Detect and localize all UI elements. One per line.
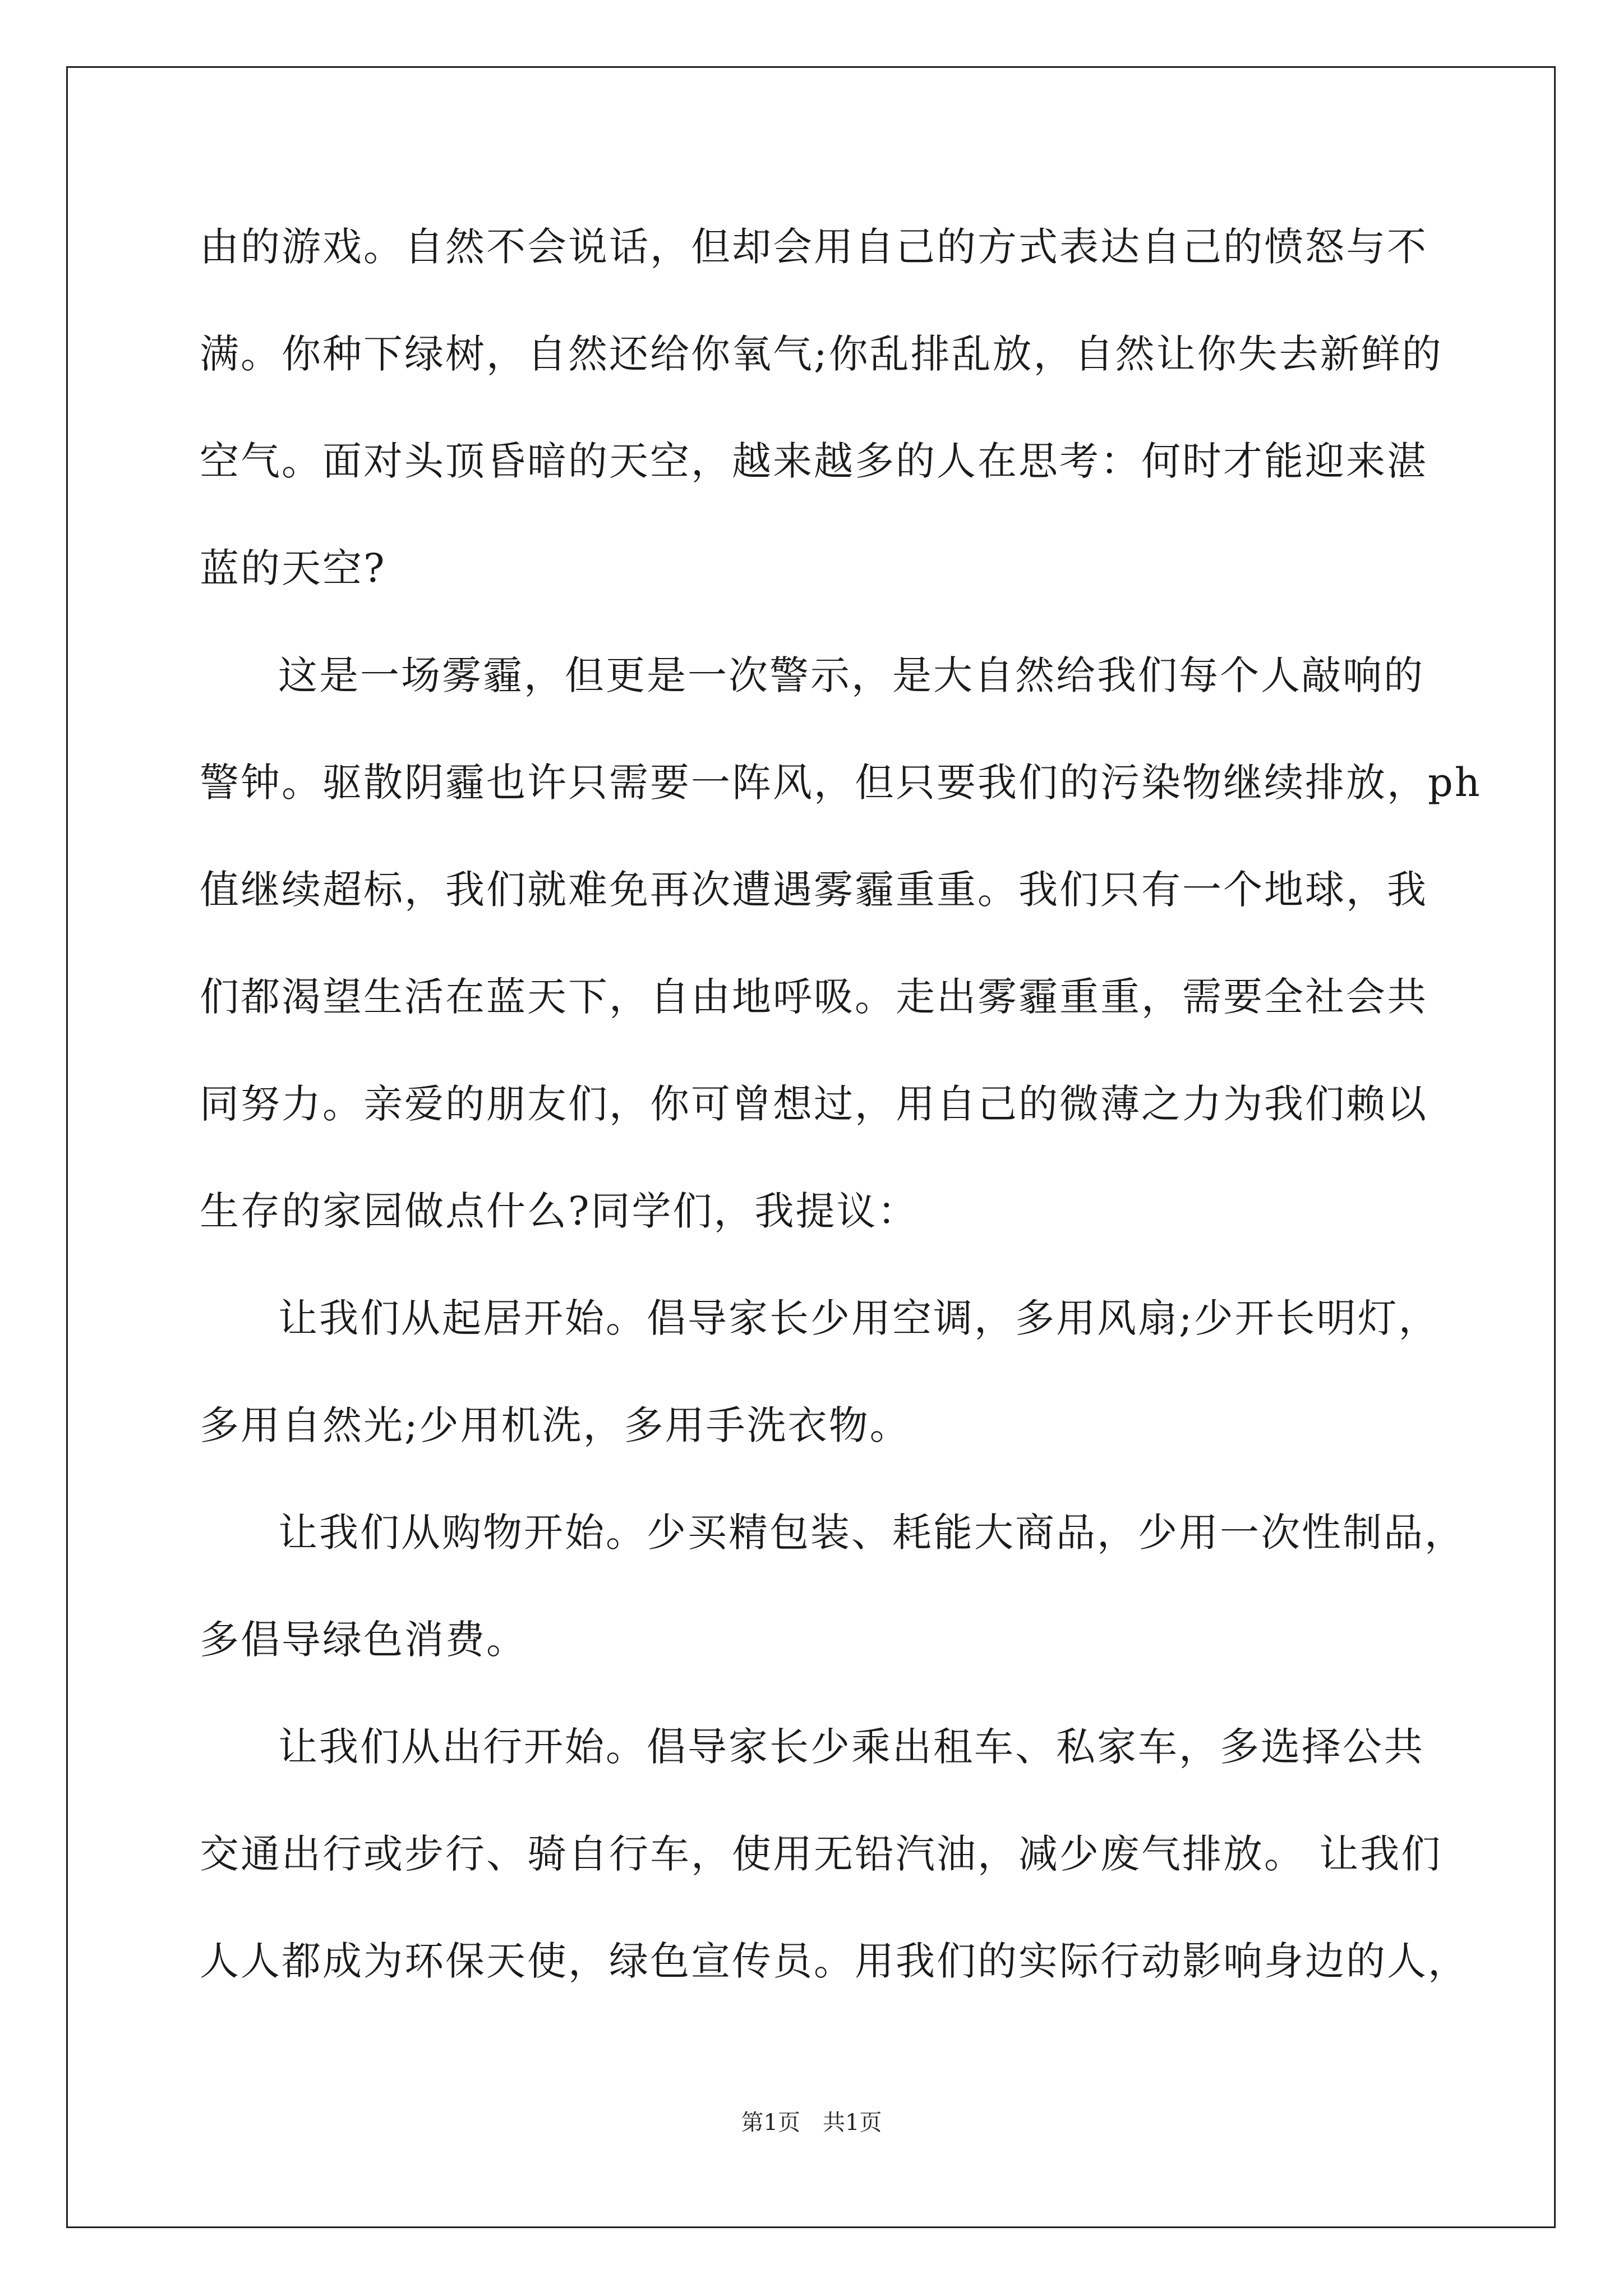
page-footer: 第1页 共1页 bbox=[741, 2110, 882, 2136]
text-line-13: 让我们从购物开始。少买精包装、耗能大商品，少用一次性制品， bbox=[278, 1510, 1465, 1556]
text-line-12: 多用自然光;少用机洗，多用手洗衣物。 bbox=[200, 1402, 911, 1448]
text-line-6: 警钟。驱散阴霾也许只需要一阵风，但只要我们的污染物继续排放，ph bbox=[200, 760, 1482, 806]
text-line-8: 们都渴望生活在蓝天下，自由地呼吸。走出雾霾重重，需要全社会共 bbox=[200, 974, 1428, 1020]
document-body bbox=[200, 219, 1482, 2040]
text-line-14: 多倡导绿色消费。 bbox=[200, 1617, 527, 1663]
text-line-2: 满。你种下绿树，自然还给你氧气;你乱排乱放，自然让你失去新鲜的 bbox=[200, 331, 1443, 377]
text-line-16: 交通出行或步行、骑自行车，使用无铅汽油，减少废气排放。 让我们 bbox=[200, 1831, 1442, 1877]
text-line-17: 人人都成为环保天使，绿色宣传员。用我们的实际行动影响身边的人， bbox=[200, 1938, 1469, 1984]
text-line-10: 生存的家园做点什么?同学们，我提议： bbox=[200, 1188, 919, 1234]
text-line-5: 这是一场雾霾，但更是一次警示，是大自然给我们每个人敲响的 bbox=[278, 652, 1424, 698]
text-line-1: 由的游戏。自然不会说话，但却会用自己的方式表达自己的愤怒与不 bbox=[200, 224, 1428, 270]
text-line-11: 让我们从起居开始。倡导家长少用空调，多用风扇;少开长明灯， bbox=[278, 1295, 1440, 1341]
text-line-4: 蓝的天空? bbox=[200, 545, 386, 591]
text-line-7: 值继续超标，我们就难免再次遭遇雾霾重重。我们只有一个地球，我 bbox=[200, 867, 1428, 913]
text-line-15: 让我们从出行开始。倡导家长少乘出租车、私家车，多选择公共 bbox=[278, 1724, 1424, 1770]
text-line-3: 空气。面对头顶昏暗的天空，越来越多的人在思考：何时才能迎来湛 bbox=[200, 438, 1428, 484]
text-line-9: 同努力。亲爱的朋友们，你可曾想过，用自己的微薄之力为我们赖以 bbox=[200, 1081, 1428, 1127]
